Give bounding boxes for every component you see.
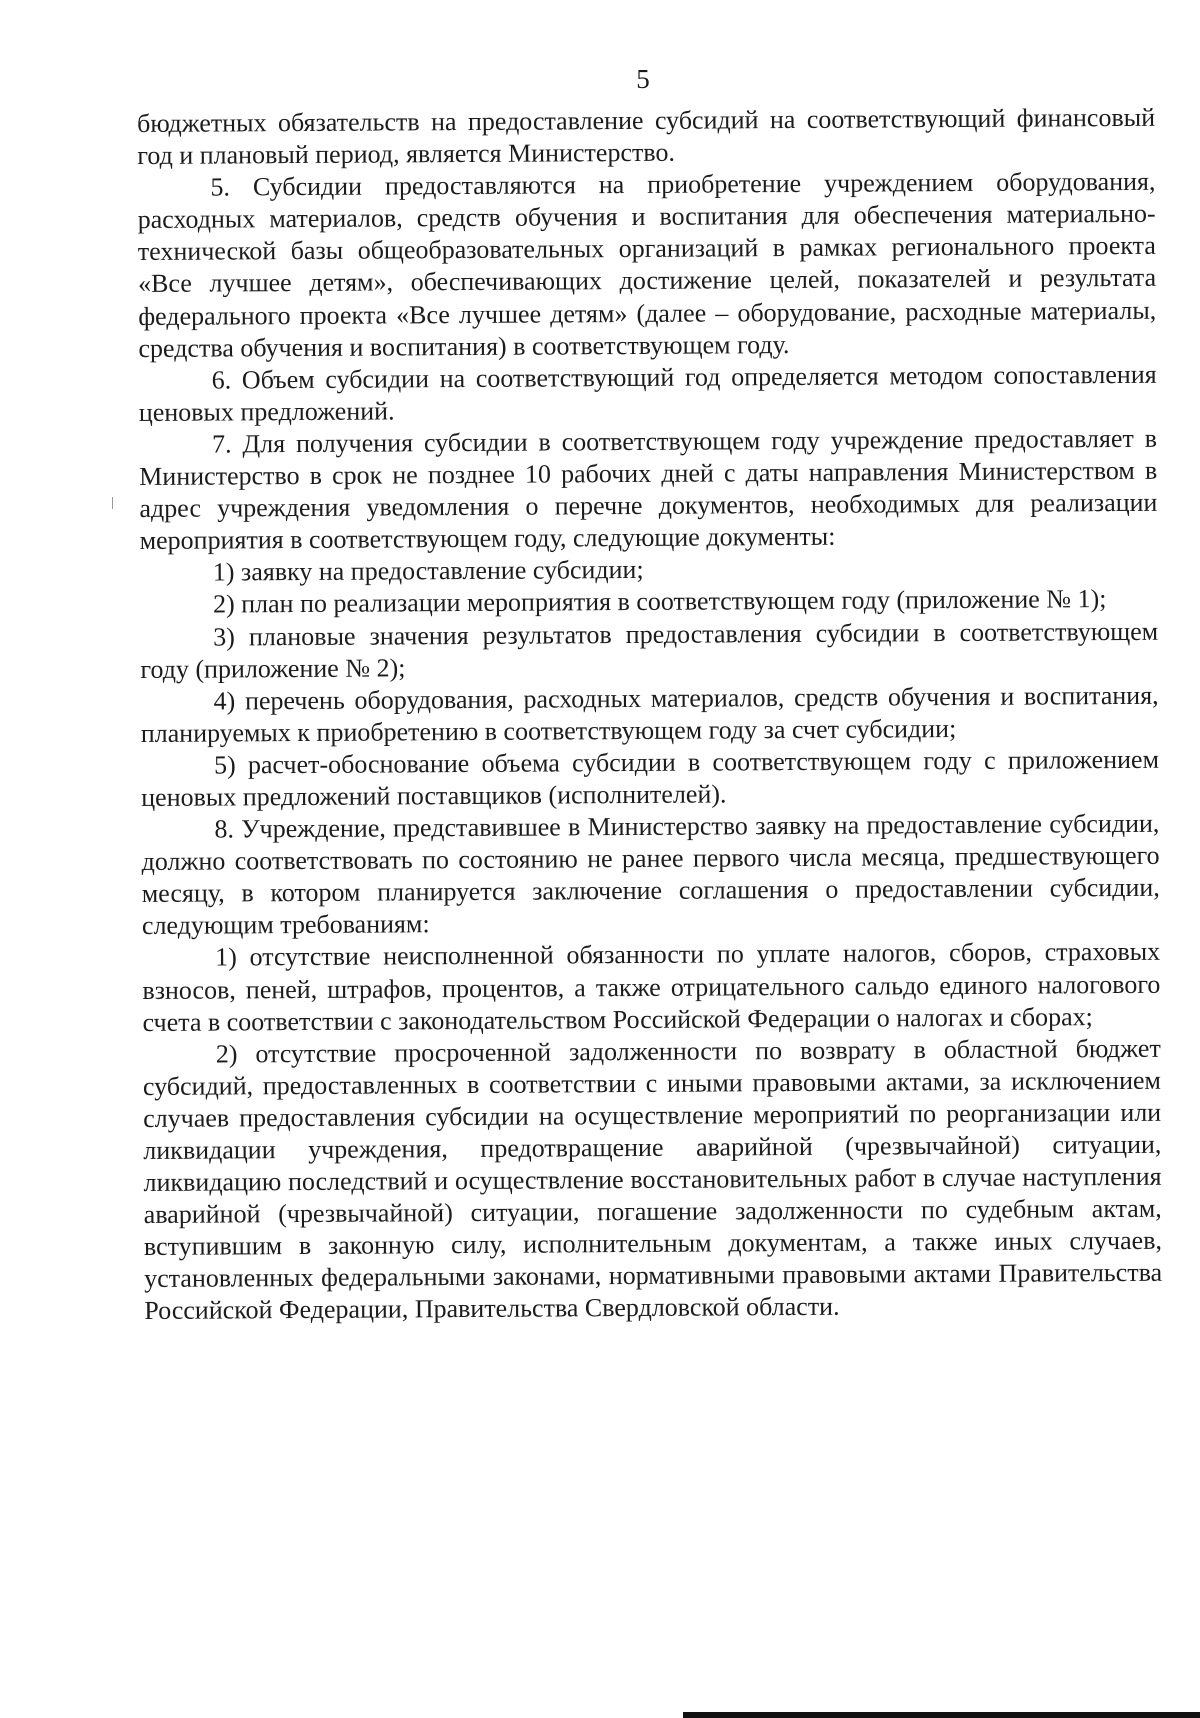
paragraph-continuation: бюджетных обязательств на предоставление субсидий на соответствующий финансовый год и плановый период, является Министерство. (137, 102, 1156, 171)
scan-margin-mark (112, 497, 113, 509)
list-item-7-1: 1) заявку на предоставление субсидии; (212, 555, 644, 587)
paragraph-item-8: 8. Учреждение, представившее в Министерство заявку на предоставление субсидии, должно соответствовать по состоянию не ранее первого числа месяца, предшествующего месяцу, в котором планируется заключение соглашения о предоставлении субсидии, следующим требованиям: (141, 808, 1160, 941)
list-item-8-2: 2) отсутствие просроченной задолженности по возврату в областной бюджет субсидий, предоставленных в соответствии с иными правовыми актами, за исключением случаев предоставления субсидии на осуществление мероприятий по реорганизации или ликвидации учреждения, предотвращение аварийной (чрезвычайной) ситуации, ликвидацию последствий и осуществление восстановительных работ в случае наступления аварийной (чрезвычайной) ситуации, погашение задолженности по судебным актам, вступившим в законную силу, исполнительным документам, а также иных случаев, установленных федеральными законами, нормативными правовыми актами Правительства Российской Федерации, Правительства Свердловской области. (142, 1033, 1163, 1326)
scan-edge-shadow (683, 1712, 1200, 1718)
list-item-8-1: 1) отсутствие неисполненной обязанности по уплате налогов, сборов, страховых взносов, пеней, штрафов, процентов, а также отрицательного сальдо единого налогового счета в соответствии с законодательством Российской Федерации о налогах и сборах; (142, 937, 1161, 1037)
paragraph-item-6: 6. Объем субсидии на соответствующий год определяется методом сопоставления ценовых предложений. (138, 359, 1157, 427)
paragraph-item-7: 7. Для получения субсидии в соответствующем году учреждение предоставляет в Министерство в срок не позднее 10 рабочих дней с даты направления Министерством в адрес учреждения уведомления о перечне документов, необходимых для реализации мероприятия в соответствующем году, следующие документы: (139, 423, 1158, 556)
list-item-7-5: 5) расчет-обоснование объема субсидии в соответствующем году с приложением ценовых предложений поставщиков (исполнителей). (141, 744, 1160, 812)
list-item-7-3: 3) плановые значения результатов предоставления субсидии в соответствующем году (приложение № 2); (140, 616, 1159, 684)
document-body (137, 102, 1162, 1328)
list-item-7-2: 2) план по реализации мероприятия в соответствующем году (приложение № 1); (212, 584, 1107, 619)
page-number: 5 (636, 64, 650, 94)
list-item-7-4: 4) перечень оборудования, расходных материалов, средств обучения и воспитания, планируемых к приобретению в соответствующем году за счет субсидии; (140, 680, 1159, 748)
paragraph-item-5: 5. Субсидии предоставляются на приобретение учреждением оборудования, расходных материалов, средств обучения и воспитания для обеспечения материально-технической базы общеобразовательных организаций в рамках регионального проекта «Все лучшее детям», обеспечивающих достижение целей, показателей и результата федерального проекта «Все лучшее детям» (далее – оборудование, расходные материалы, средства обучения и воспитания) в соответствующем году. (137, 166, 1157, 363)
